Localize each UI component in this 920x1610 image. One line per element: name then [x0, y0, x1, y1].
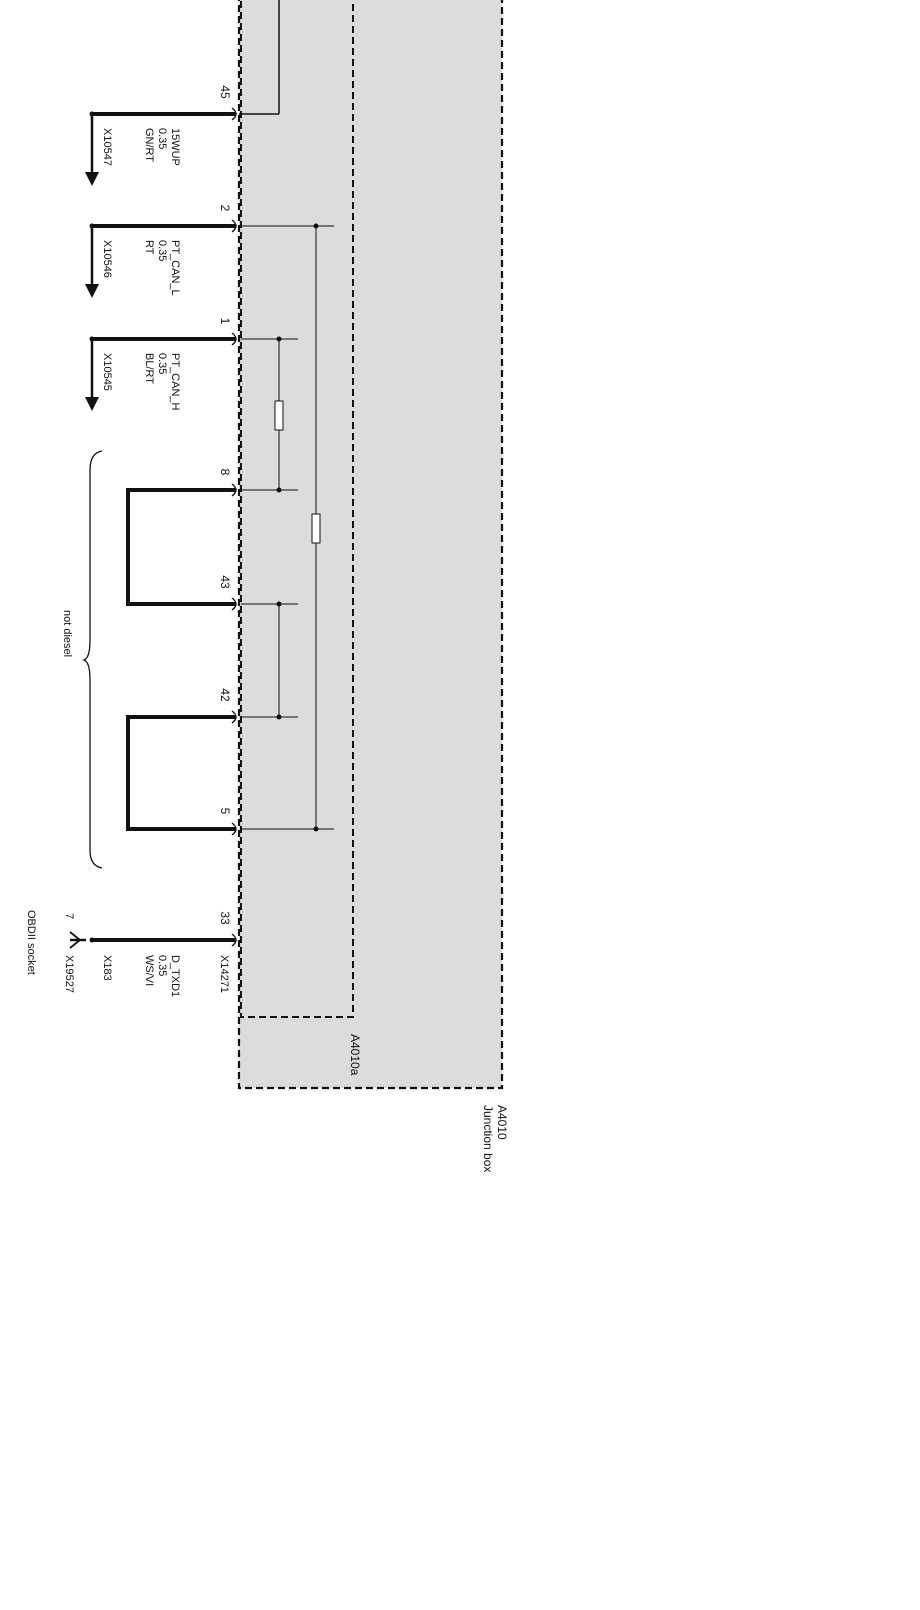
- obd-socket-pin: 7: [63, 912, 75, 920]
- pin-label-43: 43: [218, 575, 232, 589]
- pin-marks: [232, 108, 236, 946]
- wire-size-2: 0.35: [156, 240, 168, 262]
- obd-wire: [70, 932, 236, 948]
- obd-size: 0.35: [156, 955, 168, 977]
- wire-connector-2: X10546: [101, 240, 113, 278]
- obd-socket-name: OBDII socket: [25, 910, 37, 975]
- wire-color-45: GN/RT: [143, 128, 155, 163]
- obd-socket-connector: X19527: [63, 955, 75, 993]
- obd-line-connector: X183: [101, 955, 113, 981]
- wire-size-1: 0.35: [156, 353, 168, 375]
- wire-signal-2: PT_CAN_L: [169, 240, 181, 296]
- pin-label-42: 42: [218, 688, 232, 702]
- not-diesel-brace: [84, 451, 102, 868]
- pin-label-45: 45: [218, 85, 232, 99]
- junction-box-id: A4010: [495, 1105, 509, 1140]
- pin-label-5: 5: [218, 807, 232, 815]
- pin-label-33: 33: [218, 911, 232, 925]
- wire-connector-45: X10547: [101, 128, 113, 166]
- connector-id: X14271: [218, 955, 230, 993]
- wire-connector-1: X10545: [101, 353, 113, 391]
- junction-box-name: Junction box: [481, 1105, 495, 1173]
- wire-size-45: 0.35: [156, 128, 168, 150]
- obd-color: WS/VI: [143, 955, 155, 987]
- pin-label-2: 2: [218, 204, 232, 212]
- module-id: A4010a: [348, 1034, 362, 1076]
- pin-label-8: 8: [218, 468, 232, 476]
- pin-label-1: 1: [218, 317, 232, 325]
- junction-box-outline: [239, 0, 502, 1088]
- bridge-note: not diesel: [61, 610, 73, 658]
- wire-signal-1: PT_CAN_H: [169, 353, 181, 411]
- obd-signal: D_TXD1: [169, 955, 181, 998]
- wire-color-1: BL/RT: [143, 353, 155, 384]
- wire-color-2: RT: [143, 240, 155, 255]
- wire-signal-45: 15WUP: [169, 128, 181, 166]
